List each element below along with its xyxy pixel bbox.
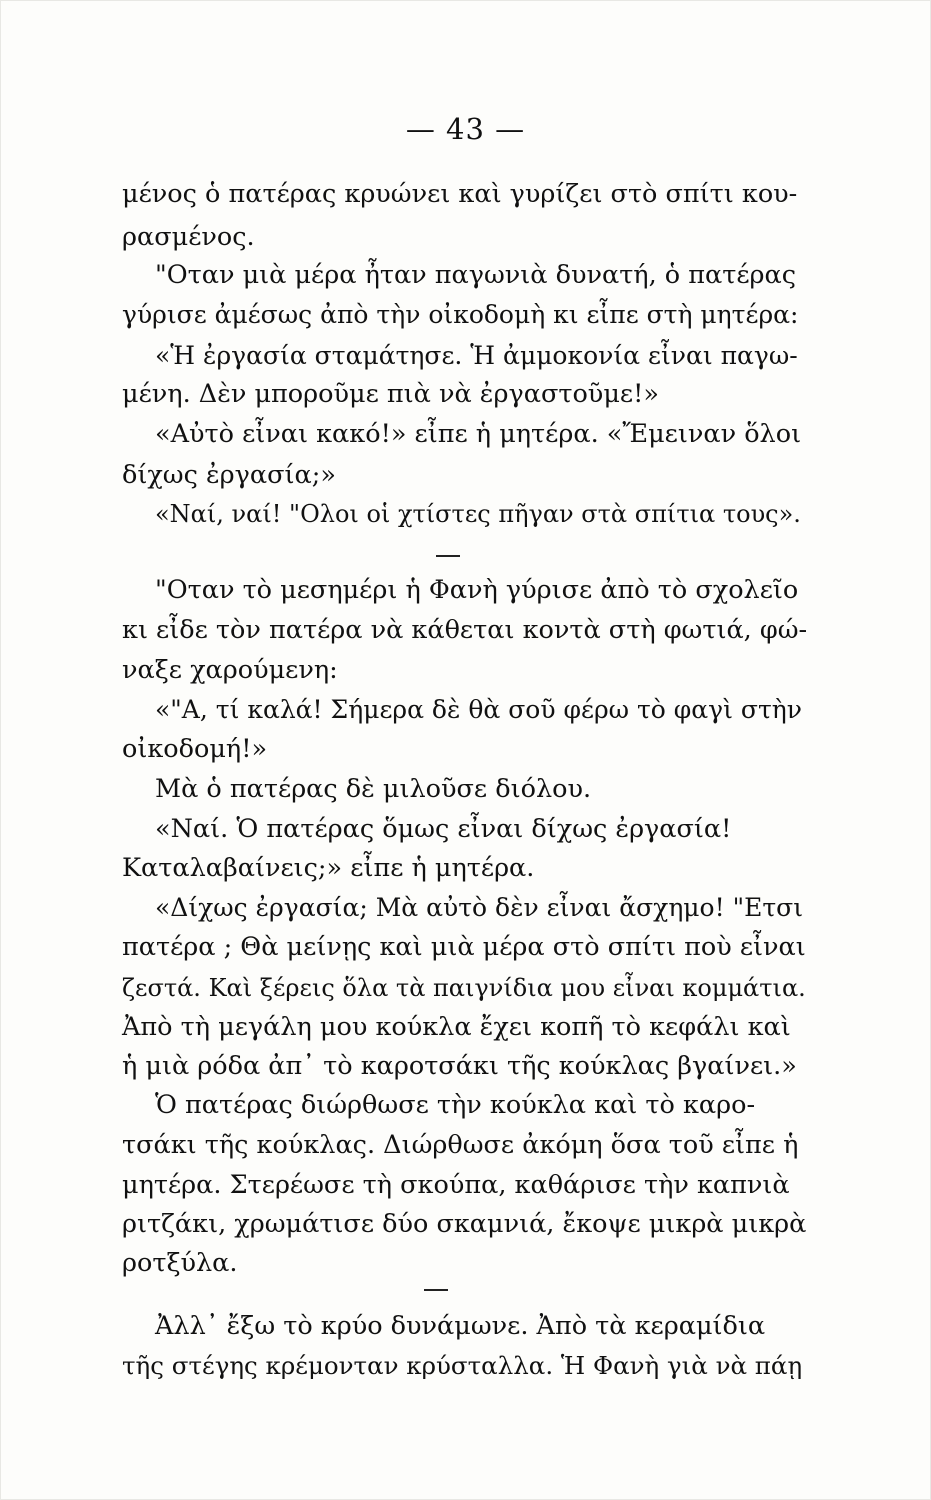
text-line: «Αὐτὸ εἶναι κακό!» εἶπε ἡ μητέρα. «Ἔμειναν ὅλοι bbox=[155, 419, 802, 449]
text-line: τῆς στέγης κρέμονταν κρύσταλλα. Ἡ Φανὴ γιὰ νὰ πάῃ bbox=[122, 1351, 803, 1380]
text-line: Ἀλλ᾽ ἔξω τὸ κρύο δυνάμωνε. Ἀπὸ τὰ κεραμίδια bbox=[155, 1311, 766, 1341]
text-line: γύρισε ἀμέσως ἀπὸ τὴν οἰκοδομὴ κι εἶπε στὴ μητέρα: bbox=[122, 300, 799, 329]
text-line: Μὰ ὁ πατέρας δὲ μιλοῦσε διόλου. bbox=[155, 774, 592, 804]
text-line: ριτζάκι, χρωμάτισε δύο σκαμνιά, ἔκοψε μικρὰ μικρὰ bbox=[122, 1209, 807, 1239]
text-line: τσάκι τῆς κούκλας. Διώρθωσε ἀκόμη ὅσα τοῦ εἶπε ἡ bbox=[122, 1130, 799, 1160]
text-line: Ἀπὸ τὴ μεγάλη μου κούκλα ἔχει κοπῆ τὸ κεφάλι καὶ bbox=[122, 1012, 791, 1042]
text-line: ζεστά. Καὶ ξέρεις ὅλα τὰ παιγνίδια μου εἶναι κομμάτια. bbox=[122, 974, 806, 1002]
text-line: «"Α, τί καλά! Σήμερα δὲ θὰ σοῦ φέρω τὸ φαγὶ στὴν bbox=[155, 695, 802, 724]
text-line: πατέρα ; Θὰ μείνῃς καὶ μιὰ μέρα στὸ σπίτι ποὺ εἶναι bbox=[122, 932, 806, 962]
text-line: ροτξύλα. bbox=[122, 1248, 238, 1278]
text-line: Καταλαβαίνεις;» εἶπε ἡ μητέρα. bbox=[122, 853, 535, 883]
text-line: ρασμένος. bbox=[122, 222, 255, 252]
text-line: κι εἶδε τὸν πατέρα νὰ κάθεται κοντὰ στὴ φωτιά, φώ- bbox=[122, 615, 808, 645]
text-line: ναξε χαρούμενη: bbox=[122, 655, 338, 685]
text-line: ἡ μιὰ ρόδα ἀπ᾽ τὸ καροτσάκι τῆς κούκλας βγαίνει.» bbox=[122, 1051, 797, 1081]
text-line: οἰκοδομή!» bbox=[122, 734, 268, 764]
page-number: — 43 — bbox=[405, 112, 526, 146]
text-line: μένη. Δὲν μποροῦμε πιὰ νὰ ἐργαστοῦμε!» bbox=[122, 379, 659, 409]
section-divider bbox=[436, 555, 460, 557]
text-line: «Ναί. Ὁ πατέρας ὅμως εἶναι δίχως ἐργασία! bbox=[155, 814, 732, 844]
text-line: "Οταν τὸ μεσημέρι ἡ Φανὴ γύρισε ἀπὸ τὸ σχολεῖο bbox=[155, 575, 799, 605]
text-line: «Δίχως ἐργασία; Μὰ αὐτὸ δὲν εἶναι ἄσχημο! "Ετσι bbox=[155, 893, 804, 922]
text-line: μητέρα. Στερέωσε τὴ σκούπα, καθάρισε τὴν καπνιὰ bbox=[122, 1170, 790, 1200]
text-line: «Ναί, ναί! "Ολοι οἱ χτίστες πῆγαν στὰ σπίτια τους». bbox=[155, 500, 801, 528]
text-line: Ὁ πατέρας διώρθωσε τὴν κούκλα καὶ τὸ καρο- bbox=[155, 1090, 756, 1120]
text-line: "Οταν μιὰ μέρα ἦταν παγωνιὰ δυνατή, ὁ πατέρας bbox=[155, 260, 797, 290]
text-line: μένος ὁ πατέρας κρυώνει καὶ γυρίζει στὸ σπίτι κου- bbox=[122, 179, 798, 209]
text-line: «Ἡ ἐργασία σταμάτησε. Ἡ ἀμμοκονία εἶναι παγω- bbox=[155, 341, 798, 370]
section-divider bbox=[424, 1289, 448, 1291]
text-line: δίχως ἐργασία;» bbox=[122, 460, 336, 490]
